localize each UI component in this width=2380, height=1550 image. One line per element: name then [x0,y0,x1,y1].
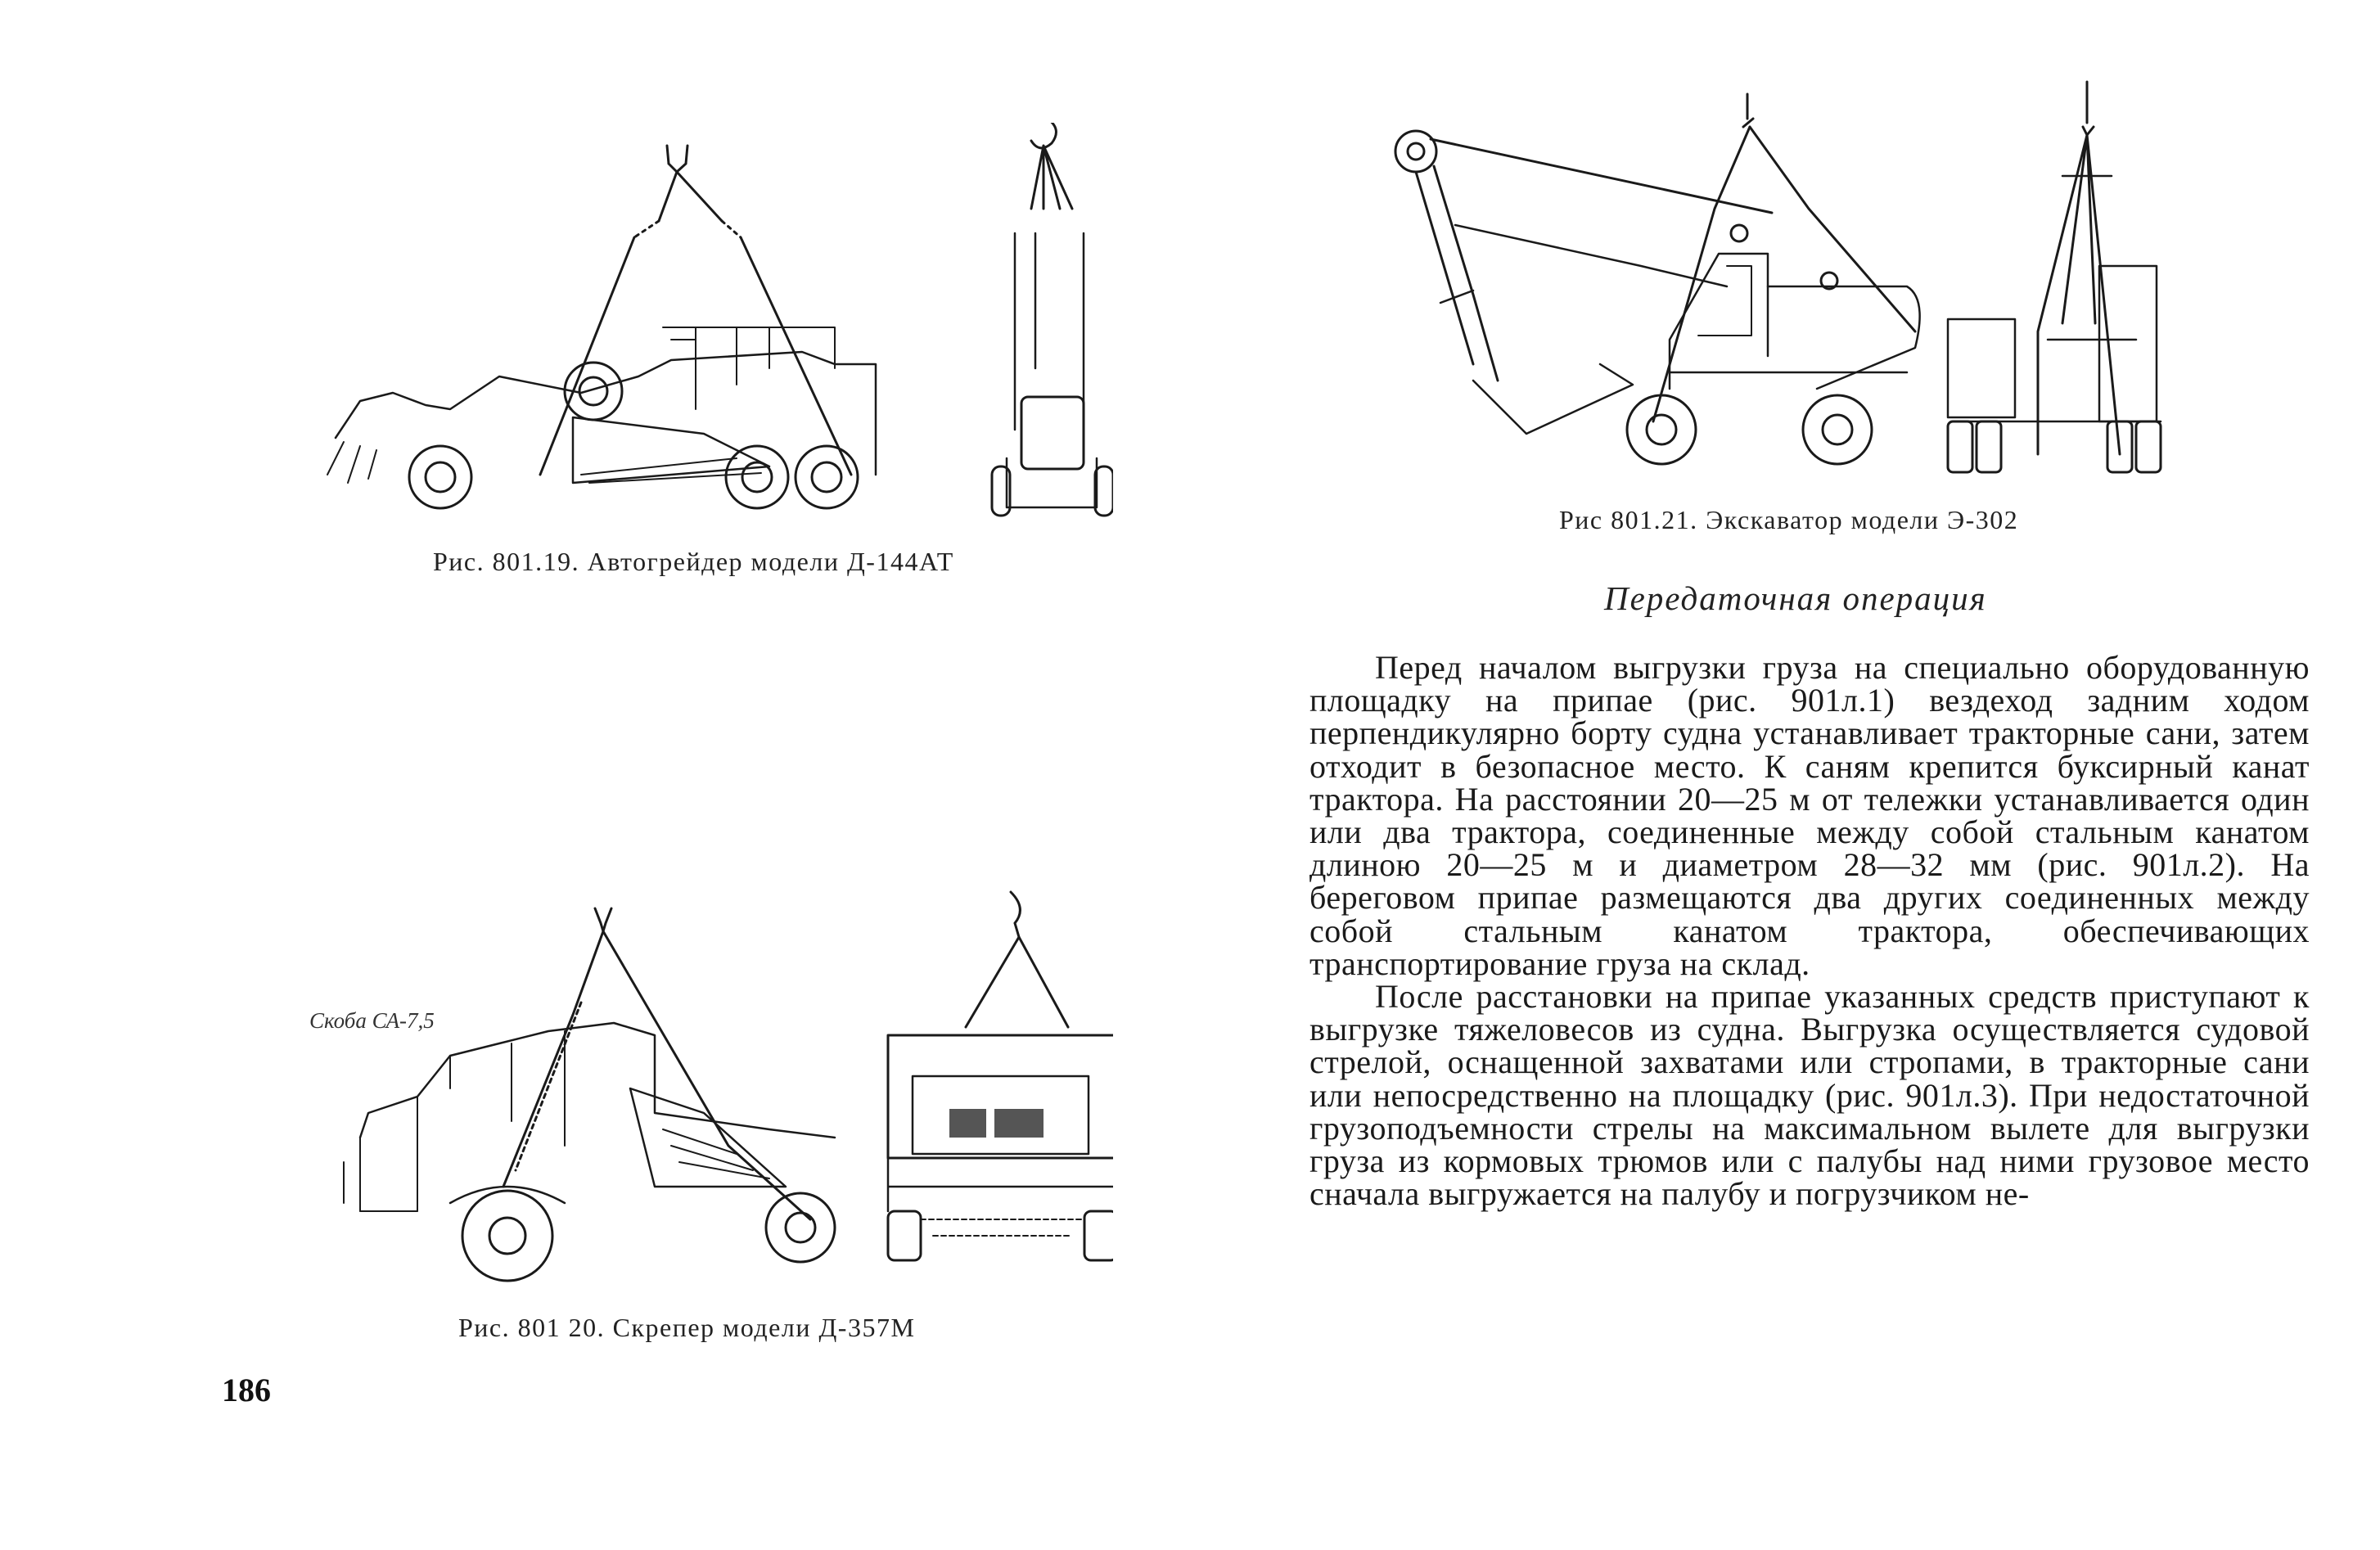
caption-fig-21: Рис 801.21. Экскаватор модели Э-302 [1559,505,2019,534]
figure-motor-grader [311,123,1113,524]
figure-scraper [311,876,1113,1285]
figure-excavator [1383,78,2169,487]
body-text [1309,649,2310,1213]
page-number: 186 [222,1372,271,1408]
excavator-drawing [1383,78,2169,487]
caption-fig-20: Рис. 801 20. Скрепер модели Д-357М [458,1313,916,1342]
scraper-drawing [311,876,1113,1285]
callout-shackle: Скоба СА-7,5 [309,1008,435,1033]
motor-grader-drawing [311,123,1113,524]
paragraph-2: После расстановки на припае указанных средств приступают к выгрузке тяжеловесов из судна. Выгрузка осуществляется судовой стрелой, оснащенной захватами или стропами, в тракторные сани или непосредственно на площадку (рис. 901л.3). При недостаточной грузоподъемности стрелы на максимальном вылете для выгрузки груза из кормовых трюмов или с палубы над ними грузовое место сначала выгружается на палубу и погрузчиком не- [1309,978,2310,1213]
paragraph-1: Перед началом выгрузки груза на специально оборудованную площадку на припае (рис. 901л.1) вездеход задним ходом перпендикулярно борту судна устанавливает тракторные сани, затем отходит в безопасное место. К саням крепится буксирный канат трактора. На расстоянии 20—25 м от тележки устанавливается один или два трактора, соединенные между собой стальным канатом длиною 20—25 м и диаметром 28—32 мм (рис. 901л.2). На береговом припае размещаются два других соединенных между собой стальным канатом трактора, обеспечивающих транспортирование груза на склад. [1309,649,2310,982]
caption-fig-19: Рис. 801.19. Автогрейдер модели Д-144АТ [433,547,954,576]
section-heading: Передаточная операция [1604,579,1987,617]
